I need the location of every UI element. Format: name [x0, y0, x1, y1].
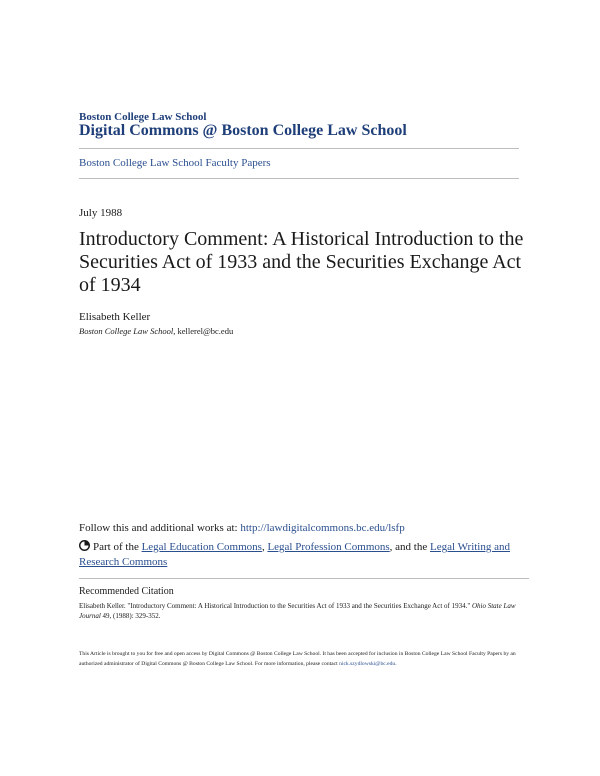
follow-prefix: Follow this and additional works at:: [79, 522, 241, 534]
contact-email-link[interactable]: nick.szydlowski@bc.edu: [339, 661, 396, 667]
part-of-line: [79, 540, 529, 570]
author-name: Elisabeth Keller: [79, 311, 151, 323]
affiliation-separator: ,: [173, 326, 178, 336]
divider: [79, 148, 519, 149]
access-notice: [79, 649, 529, 669]
citation-text: [79, 601, 529, 621]
affiliation-email: kellerel@bc.edu: [177, 326, 234, 336]
follow-url-link[interactable]: http://lawdigitalcommons.bc.edu/lsfp: [240, 522, 405, 534]
author-affiliation: [79, 326, 233, 336]
open-access-icon: [79, 540, 90, 551]
affiliation-institution: Boston College Law School: [79, 326, 174, 336]
citation-journal: Ohio State Law Journal: [79, 602, 516, 620]
notice-end: .: [395, 661, 397, 667]
follow-line: [79, 522, 405, 534]
article-title: Introductory Comment: A Historical Introduction to the Securities Act of 1933 and the Securities Exchange Act of 1934: [79, 228, 524, 296]
collection-link[interactable]: Boston College Law School Faculty Papers: [79, 157, 271, 169]
recommended-citation-heading: Recommended Citation: [79, 586, 174, 597]
legal-education-commons-link[interactable]: Legal Education Commons: [141, 541, 262, 553]
citation-text-pre: Elisabeth Keller. "Introductory Comment: A Historical Introduction to the Securities Act of 1933 and the Securities Exchange Act of 1934.": [79, 602, 472, 610]
part-of-prefix: Part of the: [93, 541, 142, 553]
legal-writing-research-commons-link[interactable]: Legal Writing and Research Commons: [79, 541, 510, 568]
citation-text-post: 49, (1988): 329-352.: [100, 612, 161, 620]
notice-text: This Article is brought to you for free and open access by Digital Commons @ Boston College Law School. It has been accepted for inclusion in Boston College Law School Faculty Papers by an authorized administrator of Digital Commons @ Boston College Law School. For more information, please contact: [79, 651, 516, 667]
publication-date: July 1988: [79, 207, 123, 219]
separator: , and the: [389, 541, 430, 553]
repository-title[interactable]: Digital Commons @ Boston College Law School: [79, 122, 407, 139]
divider: [79, 578, 529, 579]
divider: [79, 178, 519, 179]
institution-name: Boston College Law School: [79, 111, 207, 123]
legal-profession-commons-link[interactable]: Legal Profession Commons: [267, 541, 390, 553]
separator: ,: [261, 541, 268, 553]
